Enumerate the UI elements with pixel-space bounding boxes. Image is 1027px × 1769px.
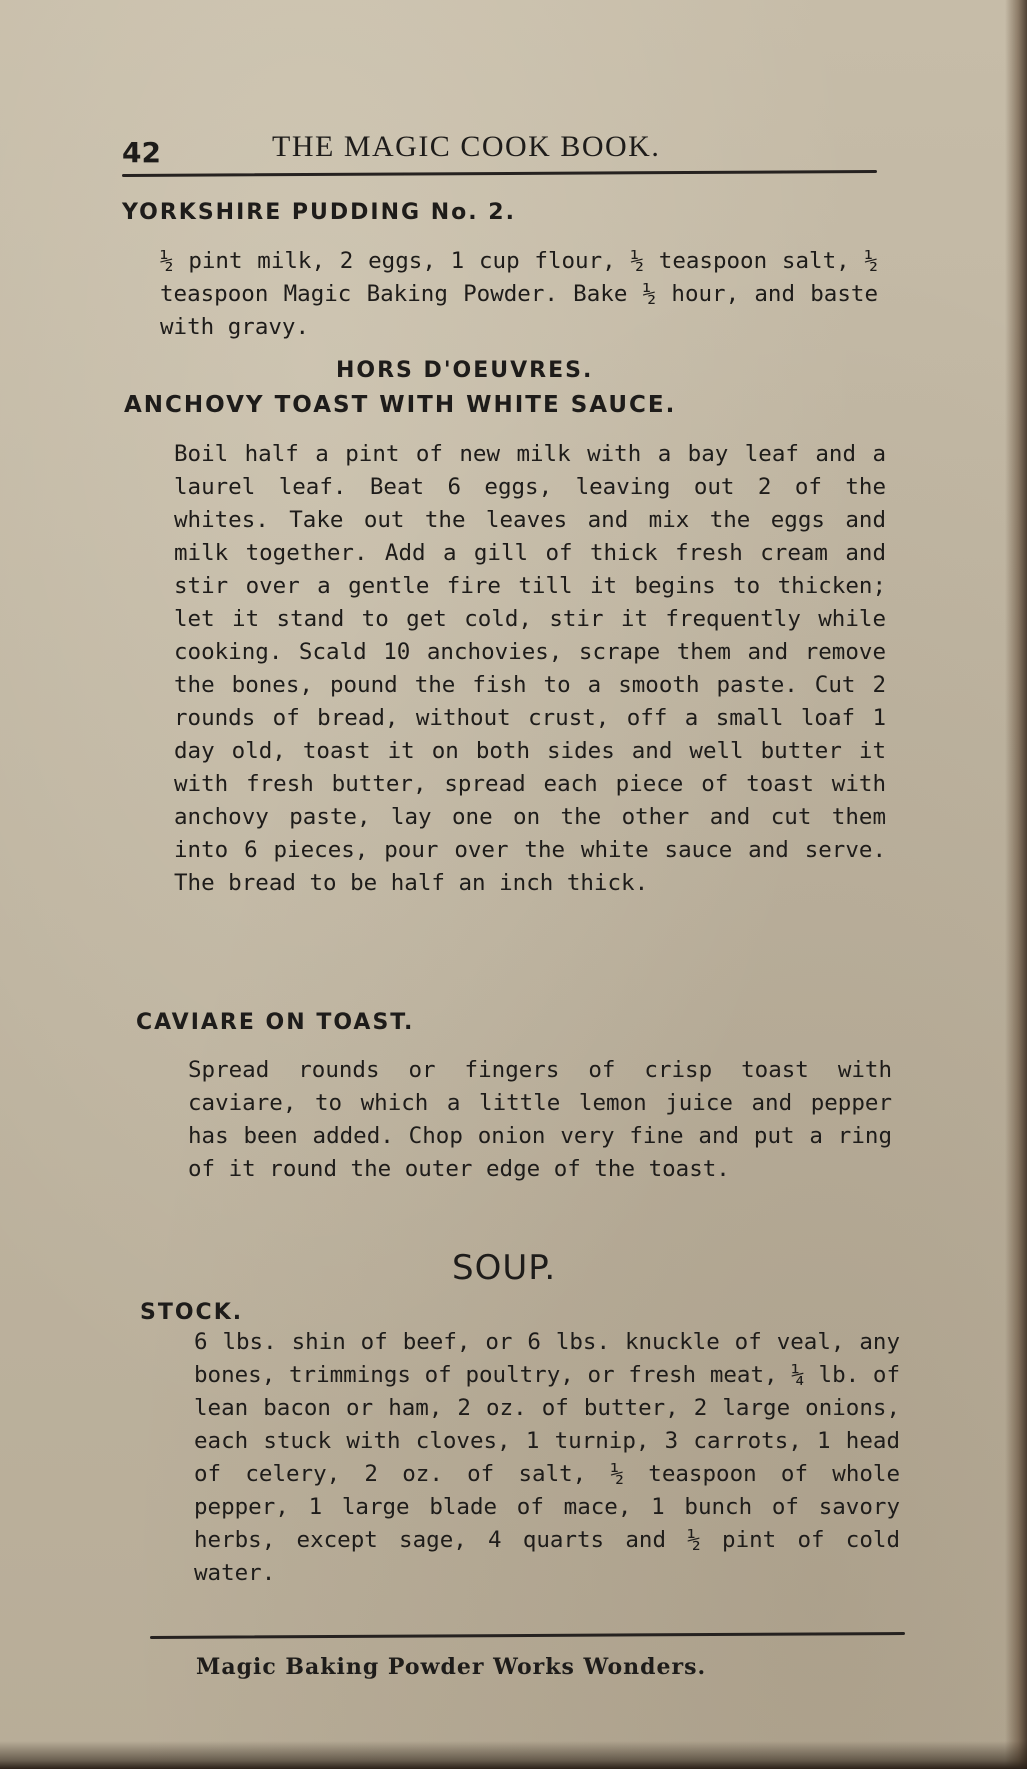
recipe-text-stock: 6 lbs. shin of beef, or 6 lbs. knuckle of veal, any bones, trimmings of poultry, or fresh meat, ¼ lb. of lean bacon or ham, 2 oz. of butter, 2 large onions, each stuck with cloves, 1 turnip, 3 carrots, 1 head of celery, 2 oz. of salt, ½ teaspoon of whole pepper, 1 large blade of mace, 1 bunch of savory herbs, except sage, 4 quarts and ½ pint of cold water.: [194, 1329, 900, 1586]
footer-slogan: Magic Baking Powder Works Wonders.: [196, 1654, 707, 1680]
running-head: [122, 128, 882, 172]
page-number: 42: [122, 136, 161, 169]
page-bottom-shadow: [0, 1741, 1027, 1769]
footer-rule: [150, 1632, 905, 1639]
book-title: THE MAGIC COOK BOOK.: [272, 130, 661, 163]
recipe-text-caviare-on-toast: Spread rounds or fingers of crisp toast with caviare, to which a little lemon juice and pepper has been added. Chop onion very fine and put a ring of it round the outer edge of the toast.: [188, 1057, 892, 1182]
recipe-text-anchovy-toast: Boil half a pint of new milk with a bay leaf and a laurel leaf. Beat 6 eggs, leaving out 2 of the whites. Take out the leaves and mix the eggs and milk together. Add a gill of thick fresh cream and stir over a gentle fire till it begins to thicken; let it stand to get cold, stir it frequently while cooking. Scald 10 anchovies, scrape them and remove the bones, pound the fish to a smooth paste. Cut 2 rounds of bread, without crust, off a small loaf 1 day old, toast it on both sides and well butter it with fresh butter, spread each piece of toast with anchovy paste, lay one on the other and cut them into 6 pieces, pour over the white sauce and serve. The bread to be half an inch thick.: [174, 441, 886, 896]
recipe-title-anchovy-toast: ANCHOVY TOAST WITH WHITE SAUCE.: [124, 392, 677, 418]
section-heading-hors-doeuvres: HORS D'OEUVRES.: [336, 358, 594, 383]
section-heading-soup: SOUP.: [452, 1248, 557, 1288]
recipe-text-yorkshire-pudding: ½ pint milk, 2 eggs, 1 cup flour, ½ teaspoon salt, ½ teaspoon Magic Baking Powder. Bake ½ hour, and baste with gravy.: [160, 248, 878, 340]
recipe-title-caviare-on-toast: CAVIARE ON TOAST.: [136, 1010, 415, 1035]
page-edge-shadow: [1005, 0, 1027, 1769]
recipe-title-stock: STOCK.: [140, 1300, 244, 1325]
recipe-title-yorkshire-pudding: YORKSHIRE PUDDING No. 2.: [122, 200, 516, 225]
